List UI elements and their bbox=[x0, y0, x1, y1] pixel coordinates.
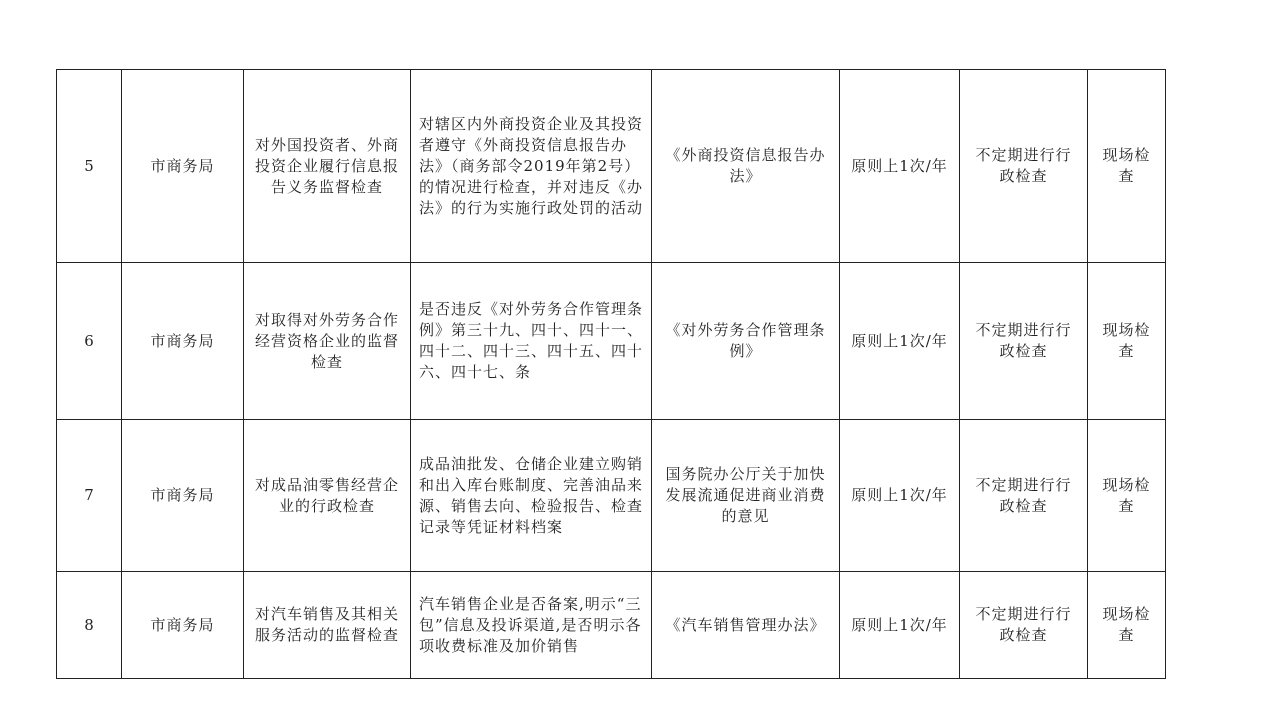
department-cell: 市商务局 bbox=[122, 263, 244, 420]
row-number: 5 bbox=[57, 70, 122, 263]
legal-basis-cell: 《汽车销售管理办法》 bbox=[652, 572, 840, 679]
legal-basis-cell: 《外商投资信息报告办法》 bbox=[652, 70, 840, 263]
method-cell: 现场检查 bbox=[1088, 420, 1166, 572]
frequency-cell: 原则上1次/年 bbox=[840, 263, 960, 420]
department-cell: 市商务局 bbox=[122, 420, 244, 572]
inspection-item-cell: 对汽车销售及其相关服务活动的监督检查 bbox=[244, 572, 411, 679]
inspection-content-cell: 对辖区内外商投资企业及其投资者遵守《外商投资信息报告办法》（商务部令2019年第2号）的情况进行检查，并对违反《办法》的行为实施行政处罚的活动 bbox=[411, 70, 652, 263]
department-cell: 市商务局 bbox=[122, 572, 244, 679]
timing-cell: 不定期进行行政检查 bbox=[960, 70, 1088, 263]
frequency-cell: 原则上1次/年 bbox=[840, 420, 960, 572]
table-row bbox=[57, 572, 1166, 679]
table-row bbox=[57, 70, 1166, 263]
timing-cell: 不定期进行行政检查 bbox=[960, 420, 1088, 572]
inspection-item-cell: 对成品油零售经营企业的行政检查 bbox=[244, 420, 411, 572]
table-row bbox=[57, 420, 1166, 572]
timing-cell: 不定期进行行政检查 bbox=[960, 263, 1088, 420]
inspection-content-cell: 成品油批发、仓储企业建立购销和出入库台账制度、完善油品来源、销售去向、检验报告、检查记录等凭证材料档案 bbox=[411, 420, 652, 572]
legal-basis-cell: 国务院办公厅关于加快发展流通促进商业消费的意见 bbox=[652, 420, 840, 572]
frequency-cell: 原则上1次/年 bbox=[840, 572, 960, 679]
frequency-cell: 原则上1次/年 bbox=[840, 70, 960, 263]
department-cell: 市商务局 bbox=[122, 70, 244, 263]
legal-basis-cell: 《对外劳务合作管理条例》 bbox=[652, 263, 840, 420]
inspection-item-cell: 对外国投资者、外商投资企业履行信息报告义务监督检查 bbox=[244, 70, 411, 263]
method-cell: 现场检查 bbox=[1088, 572, 1166, 679]
inspection-table bbox=[56, 69, 1166, 679]
row-number: 7 bbox=[57, 420, 122, 572]
inspection-content-cell: 汽车销售企业是否备案,明示“三包”信息及投诉渠道,是否明示各项收费标准及加价销售 bbox=[411, 572, 652, 679]
row-number: 8 bbox=[57, 572, 122, 679]
inspection-item-cell: 对取得对外劳务合作经营资格企业的监督检查 bbox=[244, 263, 411, 420]
method-cell: 现场检查 bbox=[1088, 263, 1166, 420]
timing-cell: 不定期进行行政检查 bbox=[960, 572, 1088, 679]
method-cell: 现场检查 bbox=[1088, 70, 1166, 263]
inspection-content-cell: 是否违反《对外劳务合作管理条例》第三十九、四十、四十一、四十二、四十三、四十五、四十六、四十七、条 bbox=[411, 263, 652, 420]
row-number: 6 bbox=[57, 263, 122, 420]
table-row bbox=[57, 263, 1166, 420]
